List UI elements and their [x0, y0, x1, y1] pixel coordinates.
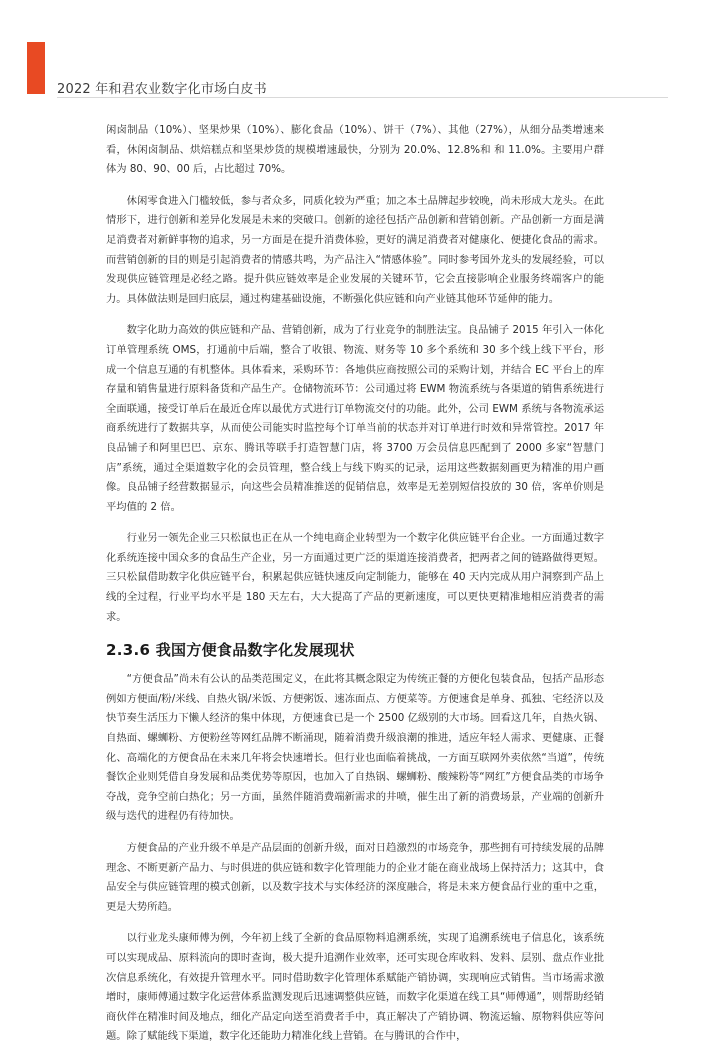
paragraph-liangpin-digital: 数字化助力高效的供应链和产品、营销创新，成为了行业竞争的制胜法宝。良品铺子 2015 年引入一体化订单管理系统 OMS，打通前中后端，整合了收银、物流、财务等 10 多个系统和 30 多个线上线下平台，形成一个信息互通的有机整体。具体看来，采购环节：各地供应商按照公司的采购计划，并结合 EC 平台上的库存量和销售量进行原料备货和产品生产。仓储物流环节：公司通过将 EWM 物流系统与各渠道的销售系统进行全面联通，接受订单后在最近仓库以最优方式进行订单物流交付的功能。此外，公司 EWM 系统与各物流承运商系统进行了数据共享，从而使公司能实时监控每个订单当前的状态并对订单进行时效和异常管控。2017 年良品铺子和阿里巴巴、京东、腾讯等联手打造智慧门店，将 3700 万会员信息匹配到了 2000 多家“智慧门店”系统，通过全渠道数字化的会员管理，整合线上与线下购买的记录，运用这些数据刻画更为精准的用户画像。良品铺子经营数据显示，向这些会员精准推送的促销信息，效率是无差别短信投放的 30 倍，客单价则是平均值的 2 倍。	[106, 324, 604, 513]
header-accent-bar	[27, 42, 45, 94]
paragraph-snack-categories: 闲卤制品（10%）、坚果炒果（10%）、膨化食品（10%）、饼干（7%）、其他（27%），从细分品类增速来看，休闲卤制品、烘焙糕点和坚果炒货的规模增速最快，分别为 20.0%、12.8%和 和 11.0%。主要用户群体为 80、90、00 后，占比超过 70%。	[106, 124, 604, 176]
paragraph-master-kong: 以行业龙头康师傅为例，今年初上线了全新的食品原物料追溯系统，实现了追溯系统电子信息化，该系统可以实现成品、原料流向的即时查询，极大提升追溯作业效率，还可实现仓库收料、发料、层别、盘点作业批次信息系统化，有效提升管理水平。同时借助数字化管理体系赋能产销协调，实现响应式销售。当市场需求激增时，康师傅通过数字化运营体系监测发现后迅速调整供应链，而数字化渠道在线工具“师傅通”，则帮助经销商伙伴在精准时间及地点，细化产品定向送至消费者手中，真正解决了产销协调、物流运输、原物料供应等问题。除了赋能线下渠道，数字化还能助力精准化线上营销。在与腾讯的合作中，	[106, 932, 604, 1043]
paragraph-snack-competition: 休闲零食进入门槛较低，参与者众多，同质化较为严重；加之本土品牌起步较晚，尚未形成大龙头。在此情形下，进行创新和差异化发展是未来的突破口。创新的途径包括产品创新和营销创新。产品创新一方面是满足消费者对新鲜事物的追求，另一方面是在提升消费体验，更好的满足消费者对健康化、便捷化食品的需求。而营销创新的目的则是引起消费者的情感共鸣，为产品注入“情感体验”。同时参考国外龙头的发展经验，可以发现供应链管理是必经之路。提升供应链效率是企业发展的关键环节，它会直接影响企业服务终端客户的能力。具体做法则是回归底层，通过构建基础设施，不断强化供应链和向产业链其他环节延伸的能力。	[106, 194, 604, 305]
document-header-title: 2022 年和君农业数字化市场白皮书	[57, 82, 267, 97]
page-body	[106, 121, 604, 1059]
paragraph-three-squirrels: 行业另一领先企业三只松鼠也正在从一个纯电商企业转型为一个数字化供应链平台企业。一方面通过数字化系统连接中国众多的食品生产企业，另一方面通过更广泛的渠道连接消费者，把两者之间的链路做得更短。三只松鼠借助数字化供应链平台，积累起供应链快速反向定制能力，能够在 40 天内完成从用户洞察到产品上线的全过程，行业平均水平是 180 天左右，大大提高了产品的更新速度，可以更快更精准地相应消费者的需求。	[106, 532, 604, 623]
paragraph-convenience-food-upgrade: 方便食品的产业升级不单是产品层面的创新升级，面对日趋激烈的市场竞争，那些拥有可持续发展的品牌理念、不断更新产品力、与时俱进的供应链和数字化管理能力的企业才能在商业战场上保持活力；这其中，食品安全与供应链管理的模式创新，以及数字技术与实体经济的深度融合，将是未来方便食品行业的重中之重，更是大势所趋。	[106, 842, 604, 913]
header-divider	[57, 97, 668, 98]
paragraph-convenience-food-definition: “方便食品”尚未有公认的品类范围定义，在此将其概念限定为传统正餐的方便化包装食品，包括产品形态例如方便面/粉/米线、自热火锅/米饭、方便粥饭、速冻面点、方便菜等。方便速食是单身、孤独、宅经济以及快节奏生活压力下懒人经济的集中体现，方便速食已是一个 2500 亿级别的大市场。回看这几年，自热火锅、自热面、螺蛳粉、方便粉丝等网红品牌不断涌现，随着消费升级浪潮的推进，适应年轻人需求、更健康、正餐化、高端化的方便食品在未来几年将会快速增长。但行业也面临着挑战，一方面互联网外卖依然“当道”，传统餐饮企业则凭借自身发展和品类优势等原因，也加入了自热锅、螺蛳粉、酸辣粉等“网红”方便食品类的市场争夺战，竞争空前白热化；另一方面，虽然伴随消费端新需求的井喷，催生出了新的消费场景，产业端的创新升级与迭代的进程仍有待加快。	[106, 673, 604, 823]
section-heading: 2.3.6 我国方便食品数字化发展现状	[106, 641, 355, 660]
